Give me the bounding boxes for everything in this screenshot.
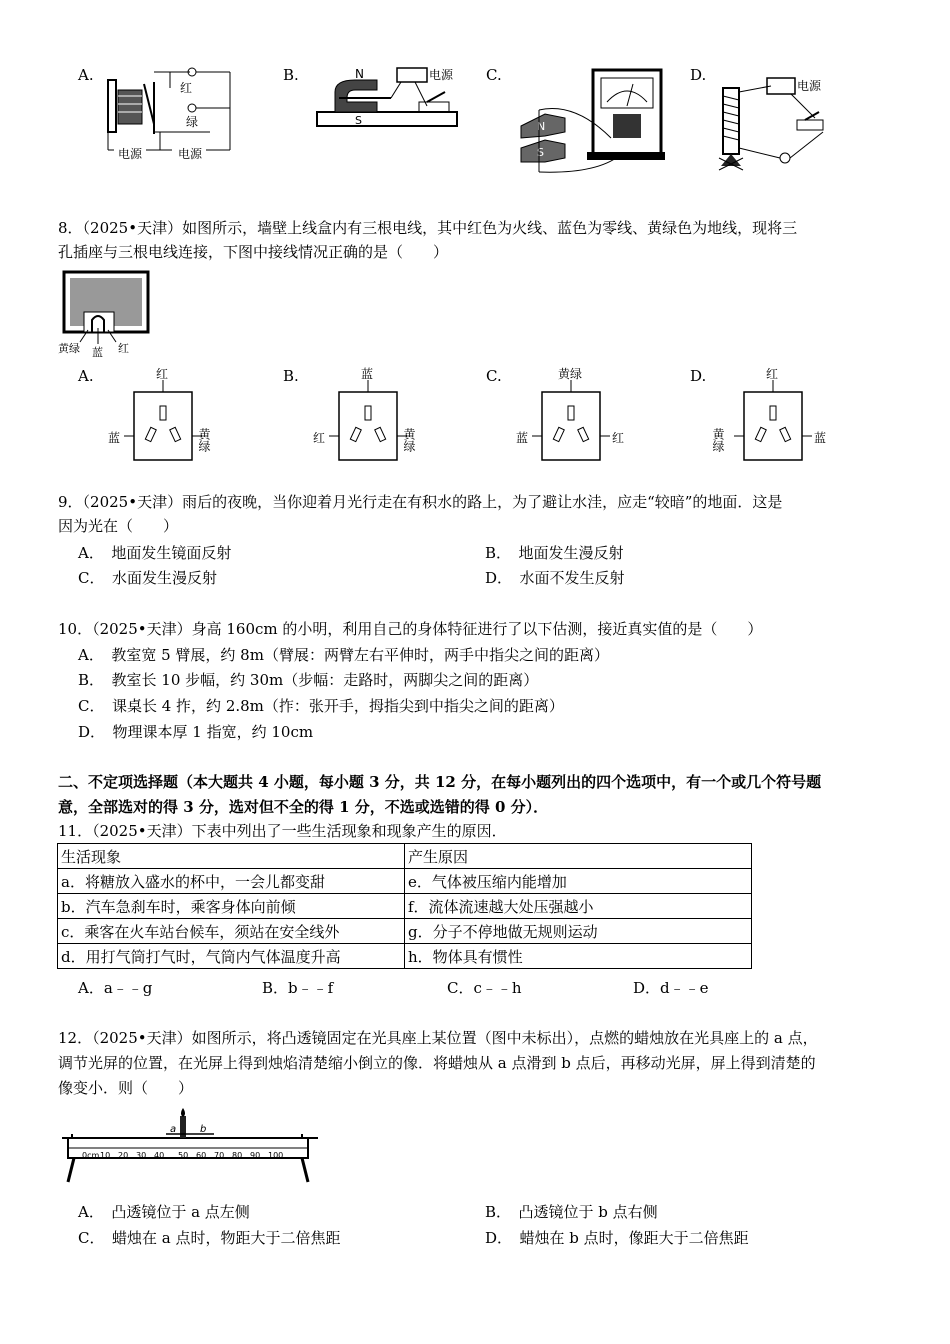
q12-option-d[interactable]: D． 蜡烛在 b 点时，像距大于二倍焦距 [485, 1229, 749, 1247]
q9-stem-line-1: 9．（2025•天津）雨后的夜晚，当你迎着月光行走在有积水的路上，为了避让水洼，应走“较暗”的地面．这是 [58, 493, 783, 511]
q12-bench-b-label: b [200, 1124, 207, 1135]
q8-box-yellow-green-label: 黄绿 [58, 342, 80, 355]
q7a-power-label-2: 电源 [178, 147, 203, 161]
q12-stem-line-1: 12．（2025•天津）如图所示，将凸透镜固定在光具座上某位置（图中未标出），点燃的蜡烛放在光具座上的 a 点， [58, 1029, 818, 1047]
q9-stem-line-2: 因为光在（ ） [58, 517, 179, 535]
q12-bench-tick-90: 90 [250, 1151, 261, 1160]
q7a-power-label-1: 电源 [118, 147, 143, 161]
q8a-left-label: 蓝 [108, 431, 121, 445]
q7-figure-d-electromagnet [715, 62, 845, 177]
q12-bench-tick-40: 40 [154, 1151, 165, 1160]
q7-figure-c-galvanometer [515, 62, 665, 177]
q7-option-d-label: D. [690, 66, 707, 84]
q7b-s-label: S [355, 114, 362, 127]
q7b-power-label: 电源 [429, 68, 454, 82]
q12-bench-tick-80: 80 [232, 1151, 243, 1160]
q7-figure-b-magnet [315, 62, 465, 137]
section2-heading-line-2: 意，全部选对的得 3 分，选对但不全的得 1 分，不选或选错的得 0 分）． [58, 798, 549, 816]
q8c-left-label: 蓝 [516, 431, 529, 445]
table-cell: h．物体具有惯性 [405, 944, 752, 969]
table-row [58, 944, 752, 969]
q9-option-b[interactable]: B． 地面发生漫反射 [485, 544, 624, 562]
q8c-right-label: 红 [612, 431, 625, 445]
q7a-red-label: 红 [180, 81, 193, 95]
q10-stem: 10．（2025•天津）身高 160cm 的小明，利用自己的身体特征进行了以下估测，接近真实值的是（ ） [58, 620, 763, 638]
q8-wall-box-figure [58, 268, 158, 360]
q12-bench-unit-label: 0cm [82, 1151, 100, 1160]
q11-option-d[interactable]: D．d﹣﹣e [633, 979, 709, 997]
q9-option-a[interactable]: A． 地面发生镜面反射 [78, 544, 232, 562]
section2-heading-line-1: 二、不定项选择题（本大题共 4 小题，每小题 3 分，共 12 分，在每小题列出的四个选项中，有一个或几个符号题 [58, 773, 822, 791]
q8-box-red-label: 红 [118, 342, 129, 355]
q8b-left-label: 红 [313, 431, 326, 445]
q8-stem-line-2: 孔插座与三根电线连接，下图中接线情况正确的是（ ） [58, 243, 449, 261]
q7d-power-label: 电源 [797, 79, 822, 93]
q12-bench-tick-10: 10 [100, 1151, 111, 1160]
table-cell: b．汽车急刹车时，乘客身体向前倾 [58, 894, 405, 919]
q8-stem-line-1: 8．（2025•天津）如图所示，墙壁上线盒内有三根电线，其中红色为火线、蓝色为零线、黄绿色为地线，现将三 [58, 219, 798, 237]
q8-option-c-label: C. [486, 367, 502, 385]
q7-option-c-label: C. [486, 66, 502, 84]
table-row [58, 919, 752, 944]
q12-bench-tick-30: 30 [136, 1151, 147, 1160]
q8a-top-label: 红 [156, 367, 169, 381]
q12-option-c[interactable]: C． 蜡烛在 a 点时，物距大于二倍焦距 [78, 1229, 341, 1247]
q7c-n-label: N [537, 120, 546, 133]
q8-option-d-label: D. [690, 367, 707, 385]
table-cell: a．将糖放入盛水的杯中，一会儿都变甜 [58, 869, 405, 894]
q12-bench-tick-60: 60 [196, 1151, 207, 1160]
q9-option-d[interactable]: D． 水面不发生反射 [485, 569, 625, 587]
table-header-cause: 产生原因 [405, 844, 752, 869]
q12-bench-tick-50: 50 [178, 1151, 189, 1160]
q7b-n-label: N [355, 67, 364, 81]
q8d-right-label: 蓝 [814, 431, 827, 445]
table-row [58, 894, 752, 919]
table-header-row [58, 844, 752, 869]
q8-socket-a[interactable] [100, 366, 230, 466]
q10-option-c[interactable]: C． 课桌长 4 拃，约 2.8m（拃：张开手，拇指尖到中指尖之间的距离） [78, 697, 564, 715]
table-row [58, 869, 752, 894]
q12-bench-a-label: a [170, 1124, 177, 1135]
q12-optical-bench-figure [62, 1108, 322, 1188]
q9-option-c[interactable]: C． 水面发生漫反射 [78, 569, 217, 587]
q8-socket-d[interactable] [710, 366, 840, 466]
q8-socket-c[interactable] [508, 366, 638, 466]
q7a-green-label: 绿 [186, 115, 199, 129]
q12-option-a[interactable]: A． 凸透镜位于 a 点左侧 [78, 1203, 250, 1221]
q12-bench-tick-70: 70 [214, 1151, 225, 1160]
q8d-left-label: 黄绿 [711, 428, 725, 452]
q12-bench-tick-100: 100 [268, 1151, 284, 1160]
q7c-s-label: S [537, 146, 544, 159]
q11-table [57, 843, 752, 969]
q12-stem-line-3: 像变小．则（ ） [58, 1079, 194, 1097]
q8-option-b-label: B. [283, 367, 299, 385]
q8-option-a-label: A. [78, 367, 94, 385]
q10-option-d[interactable]: D． 物理课本厚 1 指宽，约 10cm [78, 723, 314, 741]
q8a-right-label: 黄绿 [197, 428, 211, 452]
q8b-top-label: 蓝 [361, 367, 374, 381]
q12-stem-line-2: 调节光屏的位置，在光屏上得到烛焰清楚缩小倒立的像．将蜡烛从 a 点滑到 b 点后，再移动光屏，屏上得到清楚的 [58, 1054, 816, 1072]
q7-option-a-label: A. [78, 66, 94, 84]
q11-stem: 11．（2025•天津）下表中列出了一些生活现象和现象产生的原因． [58, 822, 507, 840]
q8-box-blue-label: 蓝 [92, 346, 103, 359]
q7-figure-a-relay [100, 62, 250, 162]
table-cell: e．气体被压缩内能增加 [405, 869, 752, 894]
q11-option-b[interactable]: B．b﹣﹣f [262, 979, 334, 997]
q10-option-b[interactable]: B． 教室长 10 步幅，约 30m（步幅：走路时，两脚尖之间的距离） [78, 671, 539, 689]
q8c-top-label: 黄绿 [558, 367, 583, 381]
table-cell: c．乘客在火车站台候车，须站在安全线外 [58, 919, 405, 944]
table-header-phenomenon: 生活现象 [58, 844, 405, 869]
q8d-top-label: 红 [766, 367, 779, 381]
q11-option-a[interactable]: A．a﹣﹣g [78, 979, 153, 997]
table-cell: f．流体流速越大处压强越小 [405, 894, 752, 919]
q10-option-a[interactable]: A． 教室宽 5 臂展，约 8m（臂展：两臂左右平伸时，两手中指尖之间的距离） [78, 646, 609, 664]
q7-option-b-label: B. [283, 66, 299, 84]
q11-option-c[interactable]: C．c﹣﹣h [447, 979, 522, 997]
q12-option-b[interactable]: B． 凸透镜位于 b 点右侧 [485, 1203, 658, 1221]
table-cell: d．用打气筒打气时，气筒内气体温度升高 [58, 944, 405, 969]
q8b-right-label: 黄绿 [402, 428, 416, 452]
q8-socket-b[interactable] [305, 366, 435, 466]
table-cell: g．分子不停地做无规则运动 [405, 919, 752, 944]
q12-bench-tick-20: 20 [118, 1151, 129, 1160]
